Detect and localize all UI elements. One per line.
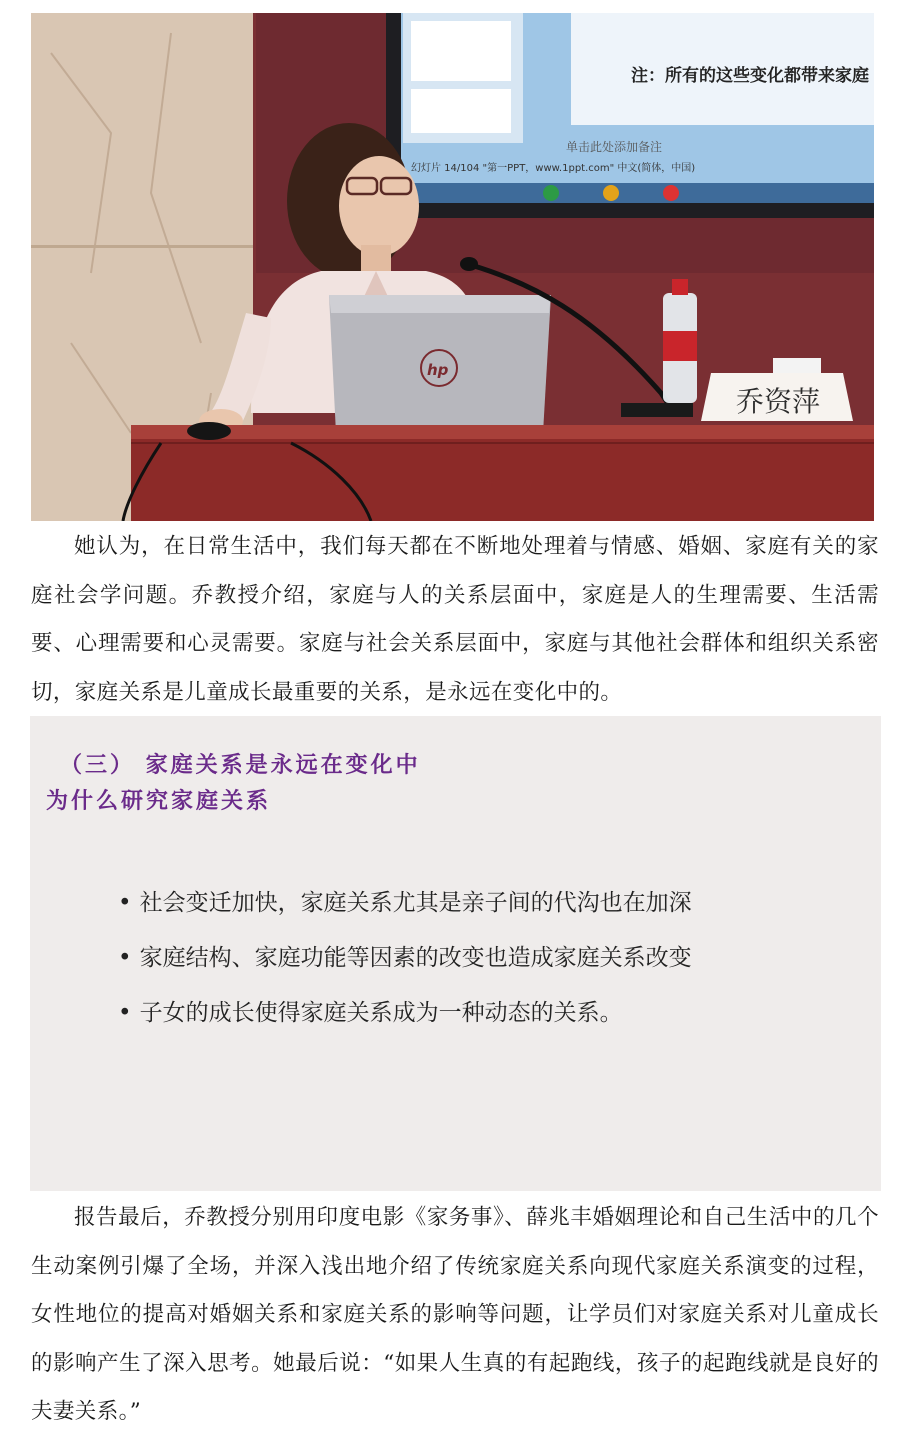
screen-status: 幻灯片 14/104 "第一PPT，www.1ppt.com" 中文(简体，中国): [411, 163, 696, 174]
slide-bullet-list: [118, 876, 692, 1041]
screen-caption: 注：所有的这些变化都带来家庭: [631, 66, 869, 86]
slide-image: [30, 716, 881, 1191]
nameplate-text: 乔资萍: [736, 385, 821, 418]
laptop-logo: hp: [427, 361, 449, 379]
screen-notes: 单击此处添加备注: [566, 140, 663, 154]
slide-bullet: • 子女的成长使得家庭关系成为一种动态的关系。: [118, 986, 692, 1041]
slide-title-line-1: （三） 家庭关系是永远在变化中: [60, 753, 421, 778]
article-paragraph-2: 报告最后，乔教授分别用印度电影《家务事》、薛兆丰婚姻理论和自己生活中的几个生动案例引爆了全场，并深入浅出地介绍了传统家庭关系向现代家庭关系演变的过程，女性地位的提高对婚姻关系和家庭关系的影响等问题，让学员们对家庭关系对儿童成长的影响产生了深入思考。她最后说：“如果人生真的有起跑线，孩子的起跑线就是良好的夫妻关系。”: [31, 1205, 879, 1424]
lecture-photo: [31, 13, 874, 521]
slide-bullet: • 社会变迁加快，家庭关系尤其是亲子间的代沟也在加深: [118, 876, 692, 931]
slide-title: [46, 748, 421, 820]
slide-bullet: • 家庭结构、家庭功能等因素的改变也造成家庭关系改变: [118, 931, 692, 986]
slide-title-line-2: 为什么研究家庭关系: [46, 789, 272, 814]
article-paragraph-1: 她认为，在日常生活中，我们每天都在不断地处理着与情感、婚姻、家庭有关的家庭社会学问题。乔教授介绍，家庭与人的关系层面中，家庭是人的生理需要、生活需要、心理需要和心灵需要。家庭与社会关系层面中，家庭与其他社会群体和组织关系密切，家庭关系是儿童成长最重要的关系，是永远在变化中的。: [31, 534, 879, 705]
